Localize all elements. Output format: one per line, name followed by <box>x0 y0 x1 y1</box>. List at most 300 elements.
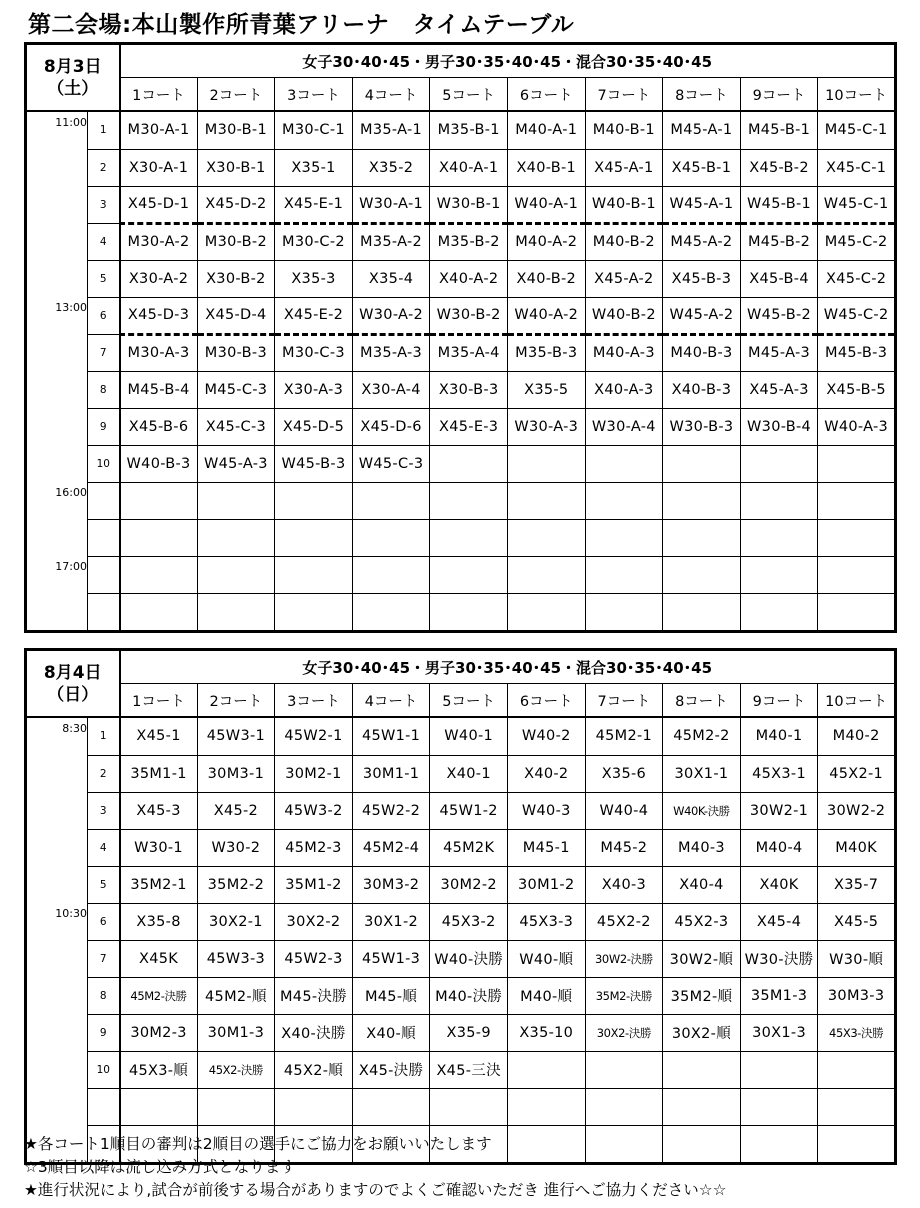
match-cell: M45-C-3 <box>197 371 275 408</box>
match-cell: M30-C-2 <box>275 223 353 260</box>
match-cell <box>585 1051 663 1088</box>
match-cell <box>585 519 663 556</box>
match-cell <box>430 519 508 556</box>
match-cell <box>275 482 353 519</box>
round-number: 1 <box>88 111 120 149</box>
match-cell: M30-A-3 <box>120 334 198 371</box>
round-number: 9 <box>88 408 120 445</box>
match-cell: M40-1 <box>740 717 818 755</box>
round-number: 7 <box>88 334 120 371</box>
match-cell: X45K <box>120 940 198 977</box>
match-cell: W30-A-1 <box>352 186 430 223</box>
match-cell: 45X3-順 <box>120 1051 198 1088</box>
match-cell: X45-B-3 <box>663 260 741 297</box>
match-cell: W30-B-4 <box>740 408 818 445</box>
match-cell: X45-D-5 <box>275 408 353 445</box>
table-row <box>26 1051 896 1088</box>
match-cell: 35M2-決勝 <box>585 977 663 1014</box>
match-cell: X45-A-1 <box>585 149 663 186</box>
match-cell: W45-C-3 <box>352 445 430 482</box>
match-cell: M30-B-1 <box>197 111 275 149</box>
match-cell: X35-6 <box>585 755 663 792</box>
match-cell: 30M1-2 <box>507 866 585 903</box>
match-cell <box>430 556 508 593</box>
match-cell: X40-B-1 <box>507 149 585 186</box>
match-cell: 45W3-3 <box>197 940 275 977</box>
match-cell: X45-A-2 <box>585 260 663 297</box>
match-cell: X30-B-2 <box>197 260 275 297</box>
table-row <box>26 1088 896 1125</box>
match-cell: W40K-決勝 <box>663 792 741 829</box>
match-cell: M30-C-3 <box>275 334 353 371</box>
match-cell: M40K <box>818 829 896 866</box>
table-row <box>26 903 896 940</box>
time-label <box>26 755 88 792</box>
match-cell: 35M2-2 <box>197 866 275 903</box>
page-title: 第二会場:本山製作所青葉アリーナ タイムテーブル <box>28 12 575 38</box>
match-cell: M30-C-1 <box>275 111 353 149</box>
court-header: 2コート <box>197 78 275 112</box>
match-cell <box>585 1088 663 1125</box>
match-cell: M35-B-1 <box>430 111 508 149</box>
match-cell: W40-3 <box>507 792 585 829</box>
match-cell <box>352 482 430 519</box>
table-row <box>26 977 896 1014</box>
match-cell: 45M2-2 <box>663 717 741 755</box>
round-number: 2 <box>88 755 120 792</box>
match-cell <box>430 482 508 519</box>
match-cell <box>120 482 198 519</box>
match-cell: M40-A-2 <box>507 223 585 260</box>
match-cell <box>507 593 585 632</box>
match-cell: 30W2-2 <box>818 792 896 829</box>
match-cell: M40-2 <box>818 717 896 755</box>
time-label <box>26 149 88 186</box>
note-line: ★各コート1順目の審判は2順目の選手にご協力をお願いいたします <box>24 1135 492 1153</box>
match-cell: 45W3-2 <box>275 792 353 829</box>
match-cell <box>585 593 663 632</box>
court-header: 4コート <box>352 78 430 112</box>
court-header: 10コート <box>818 78 896 112</box>
match-cell <box>507 1051 585 1088</box>
court-header: 3コート <box>275 684 353 718</box>
match-cell: X45-2 <box>197 792 275 829</box>
time-label: 10:30 <box>26 903 88 940</box>
match-cell <box>663 1051 741 1088</box>
match-cell: W40-A-1 <box>507 186 585 223</box>
match-cell: X30-B-3 <box>430 371 508 408</box>
court-header: 6コート <box>507 684 585 718</box>
match-cell: X35-5 <box>507 371 585 408</box>
match-cell: M35-A-3 <box>352 334 430 371</box>
round-number: 8 <box>88 371 120 408</box>
note-line: ★進行状況により,試合が前後する場合がありますのでよくご確認いただき 進行へご協力ください☆☆ <box>24 1181 727 1199</box>
match-cell: 30W2-1 <box>740 792 818 829</box>
note-line: ☆3順目以降は流し込み方式となります <box>24 1158 296 1176</box>
time-label <box>26 1088 88 1125</box>
match-cell: X35-2 <box>352 149 430 186</box>
match-cell <box>352 556 430 593</box>
match-cell: W40-1 <box>430 717 508 755</box>
match-cell: X35-7 <box>818 866 896 903</box>
match-cell: X45-3 <box>120 792 198 829</box>
match-cell: W45-A-3 <box>197 445 275 482</box>
match-cell <box>275 556 353 593</box>
match-cell <box>507 556 585 593</box>
match-cell: W40-決勝 <box>430 940 508 977</box>
match-cell: W40-A-3 <box>818 408 896 445</box>
match-cell <box>430 445 508 482</box>
match-cell: W45-B-1 <box>740 186 818 223</box>
match-cell: W45-C-1 <box>818 186 896 223</box>
match-cell: X45-C-1 <box>818 149 896 186</box>
match-cell: M45-C-1 <box>818 111 896 149</box>
match-cell: M45-1 <box>507 829 585 866</box>
match-cell: M45-2 <box>585 829 663 866</box>
match-cell <box>120 593 198 632</box>
round-number: 8 <box>88 977 120 1014</box>
match-cell <box>197 1088 275 1125</box>
match-cell: X45-E-3 <box>430 408 508 445</box>
court-header: 8コート <box>663 78 741 112</box>
court-header: 1コート <box>120 684 198 718</box>
match-cell: 45W1-2 <box>430 792 508 829</box>
match-cell: W40-B-2 <box>585 297 663 334</box>
match-cell: X40-順 <box>352 1014 430 1051</box>
match-cell: X35-1 <box>275 149 353 186</box>
match-cell: W40-A-2 <box>507 297 585 334</box>
match-cell <box>585 445 663 482</box>
match-cell: X45-D-3 <box>120 297 198 334</box>
match-cell: 45M2-決勝 <box>120 977 198 1014</box>
match-cell: 45W2-3 <box>275 940 353 977</box>
match-cell: X45-D-1 <box>120 186 198 223</box>
table-row <box>26 866 896 903</box>
table-row <box>26 1014 896 1051</box>
match-cell: W45-A-2 <box>663 297 741 334</box>
match-cell: X30-A-2 <box>120 260 198 297</box>
match-cell: M40-順 <box>507 977 585 1014</box>
match-cell: 30M2-2 <box>430 866 508 903</box>
match-cell: X30-A-3 <box>275 371 353 408</box>
match-cell: 45X3-1 <box>740 755 818 792</box>
match-cell: 30M3-2 <box>352 866 430 903</box>
match-cell: X40-A-2 <box>430 260 508 297</box>
match-cell: X45-決勝 <box>352 1051 430 1088</box>
court-header: 4コート <box>352 684 430 718</box>
table-row <box>26 186 896 223</box>
match-cell: M45-B-2 <box>740 223 818 260</box>
match-cell <box>197 556 275 593</box>
match-cell: 45W1-3 <box>352 940 430 977</box>
table-row <box>26 755 896 792</box>
table-row <box>26 519 896 556</box>
table-row <box>26 717 896 755</box>
table-row <box>26 445 896 482</box>
match-cell: 45X2-順 <box>275 1051 353 1088</box>
court-header: 9コート <box>740 78 818 112</box>
match-cell: M40-A-3 <box>585 334 663 371</box>
match-cell: M45-B-1 <box>740 111 818 149</box>
match-cell: M45-B-4 <box>120 371 198 408</box>
match-cell: 45M2-順 <box>197 977 275 1014</box>
match-cell <box>585 556 663 593</box>
match-cell: X45-1 <box>120 717 198 755</box>
match-cell: 30M2-1 <box>275 755 353 792</box>
table-row <box>26 829 896 866</box>
match-cell: M35-B-2 <box>430 223 508 260</box>
date-label: 8月4日 <box>43 662 102 683</box>
match-cell: X35-3 <box>275 260 353 297</box>
match-cell: X40-B-3 <box>663 371 741 408</box>
match-cell: 30X1-2 <box>352 903 430 940</box>
match-cell: W40-4 <box>585 792 663 829</box>
court-header: 8コート <box>663 684 741 718</box>
time-label: 8:30 <box>26 717 88 755</box>
match-cell: X45-三決 <box>430 1051 508 1088</box>
match-cell: 45M2-4 <box>352 829 430 866</box>
match-cell: M40-B-2 <box>585 223 663 260</box>
match-cell <box>352 1088 430 1125</box>
match-cell <box>663 593 741 632</box>
match-cell: 30X1-1 <box>663 755 741 792</box>
time-label: 16:00 <box>26 482 88 519</box>
time-label <box>26 829 88 866</box>
match-cell: X30-B-1 <box>197 149 275 186</box>
court-header: 1コート <box>120 78 198 112</box>
notes <box>24 1133 727 1202</box>
match-cell: M35-B-3 <box>507 334 585 371</box>
match-cell <box>740 1088 818 1125</box>
match-cell <box>352 593 430 632</box>
table-row <box>26 260 896 297</box>
court-header: 2コート <box>197 684 275 718</box>
category-header: 女子30･40･45・男子30･35･40･45・混合30･35･40･45 <box>120 650 896 684</box>
match-cell: 30X2-2 <box>275 903 353 940</box>
match-cell <box>818 445 896 482</box>
match-cell: X40-2 <box>507 755 585 792</box>
time-label <box>26 408 88 445</box>
match-cell: X45-B-2 <box>740 149 818 186</box>
match-cell: X45-C-2 <box>818 260 896 297</box>
time-label: 17:00 <box>26 556 88 593</box>
table-row <box>26 408 896 445</box>
time-label <box>26 223 88 260</box>
court-header: 9コート <box>740 684 818 718</box>
table-row <box>26 111 896 149</box>
match-cell: W30-2 <box>197 829 275 866</box>
match-cell: 45W3-1 <box>197 717 275 755</box>
round-number: 3 <box>88 186 120 223</box>
category-header: 女子30･40･45・男子30･35･40･45・混合30･35･40･45 <box>120 44 896 78</box>
match-cell <box>818 593 896 632</box>
match-cell: M35-A-4 <box>430 334 508 371</box>
round-number: 10 <box>88 445 120 482</box>
match-cell: X35-10 <box>507 1014 585 1051</box>
match-cell: 45X2-1 <box>818 755 896 792</box>
match-cell <box>663 519 741 556</box>
match-cell: 45X3-決勝 <box>818 1014 896 1051</box>
round-number: 4 <box>88 223 120 260</box>
match-cell: X40-B-2 <box>507 260 585 297</box>
table-row <box>26 482 896 519</box>
match-cell: X45-A-3 <box>740 371 818 408</box>
time-label <box>26 1014 88 1051</box>
match-cell: 35M1-1 <box>120 755 198 792</box>
match-cell: 35M1-3 <box>740 977 818 1014</box>
time-label: 13:00 <box>26 297 88 334</box>
match-cell <box>275 1088 353 1125</box>
match-cell <box>507 482 585 519</box>
match-cell <box>507 445 585 482</box>
round-number <box>88 1088 120 1125</box>
match-cell: X40-3 <box>585 866 663 903</box>
time-label <box>26 334 88 371</box>
round-number <box>88 482 120 519</box>
match-cell: X45-B-6 <box>120 408 198 445</box>
time-label <box>26 445 88 482</box>
match-cell: 45X3-3 <box>507 903 585 940</box>
match-cell: M40-4 <box>740 829 818 866</box>
match-cell: X40-1 <box>430 755 508 792</box>
match-cell <box>430 1088 508 1125</box>
match-cell <box>663 1088 741 1125</box>
match-cell: X45-D-6 <box>352 408 430 445</box>
round-number: 10 <box>88 1051 120 1088</box>
date-cell <box>26 650 120 718</box>
match-cell: X35-8 <box>120 903 198 940</box>
court-header: 5コート <box>430 78 508 112</box>
time-label <box>26 866 88 903</box>
round-number: 3 <box>88 792 120 829</box>
match-cell: 30X1-3 <box>740 1014 818 1051</box>
match-cell: 30X2-決勝 <box>585 1014 663 1051</box>
match-cell: X45-B-5 <box>818 371 896 408</box>
match-cell: X45-B-4 <box>740 260 818 297</box>
match-cell: W40-順 <box>507 940 585 977</box>
match-cell: W30-A-2 <box>352 297 430 334</box>
match-cell: M30-A-1 <box>120 111 198 149</box>
match-cell: 30M2-3 <box>120 1014 198 1051</box>
match-cell <box>818 1051 896 1088</box>
match-cell <box>818 1125 896 1164</box>
match-cell: W40-B-3 <box>120 445 198 482</box>
match-cell: W30-B-1 <box>430 186 508 223</box>
match-cell: M30-B-2 <box>197 223 275 260</box>
match-cell: X45-D-4 <box>197 297 275 334</box>
match-cell <box>740 1051 818 1088</box>
match-cell <box>740 556 818 593</box>
match-cell: X45-B-1 <box>663 149 741 186</box>
time-label <box>26 977 88 1014</box>
date-label: 8月3日 <box>43 56 102 77</box>
round-number: 5 <box>88 866 120 903</box>
match-cell <box>818 482 896 519</box>
round-number: 7 <box>88 940 120 977</box>
round-number <box>88 556 120 593</box>
court-header: 7コート <box>585 78 663 112</box>
match-cell: M35-A-1 <box>352 111 430 149</box>
match-cell: W40-B-1 <box>585 186 663 223</box>
match-cell: M35-A-2 <box>352 223 430 260</box>
match-cell: 30W2-決勝 <box>585 940 663 977</box>
court-header: 5コート <box>430 684 508 718</box>
date-cell <box>26 44 120 112</box>
match-cell: X45-E-2 <box>275 297 353 334</box>
match-cell: X45-5 <box>818 903 896 940</box>
match-cell: X30-A-4 <box>352 371 430 408</box>
match-cell: 35M1-2 <box>275 866 353 903</box>
match-cell: M45-A-3 <box>740 334 818 371</box>
match-cell <box>507 1088 585 1125</box>
match-cell <box>740 445 818 482</box>
court-header: 6コート <box>507 78 585 112</box>
match-cell: X40-決勝 <box>275 1014 353 1051</box>
match-cell: 30M3-3 <box>818 977 896 1014</box>
match-cell <box>430 593 508 632</box>
match-cell: 45M2-1 <box>585 717 663 755</box>
match-cell <box>275 593 353 632</box>
match-cell: W30-1 <box>120 829 198 866</box>
court-header: 7コート <box>585 684 663 718</box>
weekday-label: （土） <box>47 78 99 99</box>
round-number: 6 <box>88 297 120 334</box>
match-cell: M45-決勝 <box>275 977 353 1014</box>
match-cell: W40-2 <box>507 717 585 755</box>
match-cell: 35M2-順 <box>663 977 741 1014</box>
match-cell: 30M3-1 <box>197 755 275 792</box>
match-cell: M45-A-1 <box>663 111 741 149</box>
table-row <box>26 593 896 632</box>
weekday-label: （日） <box>47 684 99 705</box>
round-number <box>88 593 120 632</box>
table-row <box>26 223 896 260</box>
time-label: 11:00 <box>26 111 88 149</box>
match-cell: W30-順 <box>818 940 896 977</box>
round-number: 4 <box>88 829 120 866</box>
time-label <box>26 371 88 408</box>
match-cell: X40-A-1 <box>430 149 508 186</box>
match-cell: M45-C-2 <box>818 223 896 260</box>
match-cell <box>197 593 275 632</box>
match-cell: 45W1-1 <box>352 717 430 755</box>
table-row <box>26 149 896 186</box>
match-cell: M45-A-2 <box>663 223 741 260</box>
match-cell <box>818 556 896 593</box>
match-cell: 45M2-3 <box>275 829 353 866</box>
match-cell: M30-B-3 <box>197 334 275 371</box>
match-cell: 45M2K <box>430 829 508 866</box>
match-cell: X35-9 <box>430 1014 508 1051</box>
match-cell: 45W2-1 <box>275 717 353 755</box>
time-label <box>26 593 88 632</box>
match-cell <box>275 519 353 556</box>
match-cell: W30-決勝 <box>740 940 818 977</box>
match-cell: M40-B-1 <box>585 111 663 149</box>
round-number: 5 <box>88 260 120 297</box>
match-cell: W30-B-3 <box>663 408 741 445</box>
match-cell: W45-B-3 <box>275 445 353 482</box>
match-cell <box>585 482 663 519</box>
match-cell: 30X2-1 <box>197 903 275 940</box>
match-cell: X45-C-3 <box>197 408 275 445</box>
match-cell <box>818 1088 896 1125</box>
match-cell: M40-B-3 <box>663 334 741 371</box>
match-cell: 30M1-3 <box>197 1014 275 1051</box>
round-number: 9 <box>88 1014 120 1051</box>
match-cell <box>663 445 741 482</box>
match-cell: M40-3 <box>663 829 741 866</box>
